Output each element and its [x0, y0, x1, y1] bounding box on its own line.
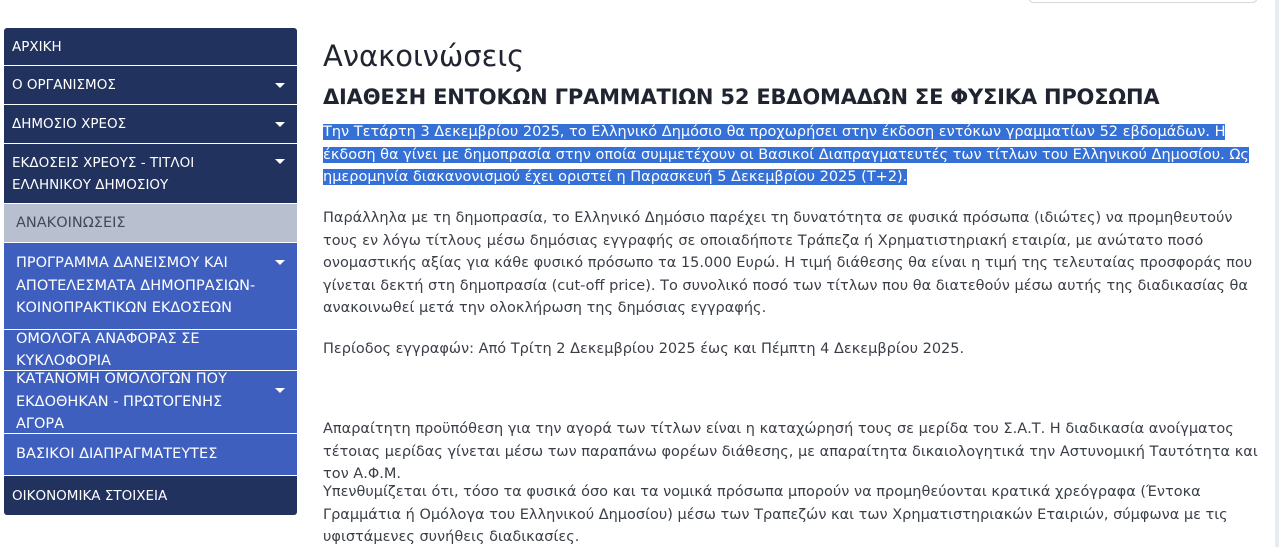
announcement-paragraph: Υπενθυμίζεται ότι, τόσο τα φυσικά όσο και τα νομικά πρόσωπα μπορούν να προμηθεύονται κρατικά χρεόγραφα (Έντοκα Γραμμάτια ή Ομόλογα του Ελληνικού Δημοσίου) μέσω των Τραπεζών και των Χρηματιστηριακών Εταιριών, σύμφωνα με τις υφιστάμενες συνήθεις διαδικασίες. — [323, 484, 1228, 545]
sidebar-menu — [4, 28, 297, 515]
announcement-paragraph: Απαραίτητη προϋπόθεση για την αγορά των τίτλων είναι η καταχώρησή τους σε μερίδα του Σ.Α.Τ. Η διαδικασία ανοίγματος τέτοιας μερίδας γίνεται μέσω των παραπάνω φορέων διάθεσης, με απαραίτητα δικαιολογητικά την Αστυνομική Ταυτότητα και τον Α.Φ.Μ. — [323, 421, 1258, 482]
subscription-period: Περίοδος εγγραφών: Από Τρίτη 2 Δεκεμβρίου 2025 έως και Πέμπτη 4 Δεκεμβρίου 2025. — [323, 341, 965, 357]
sidebar-subitem-bond-allocation[interactable] — [4, 371, 297, 434]
sidebar-item-label: ΔΗΜΟΣΙΟ ΧΡΕΟΣ — [12, 116, 127, 132]
sidebar-item-home[interactable] — [4, 28, 297, 66]
sidebar-subitem-announcements[interactable] — [4, 204, 297, 243]
sidebar-subitem-label: ΑΝΑΚΟΙΝΩΣΕΙΣ — [16, 214, 126, 231]
search-box-edge[interactable] — [1028, 0, 1258, 3]
page-title: Ανακοινώσεις — [323, 39, 525, 73]
sidebar-subitem-benchmark-bonds[interactable] — [4, 330, 297, 371]
sidebar-item-debt-issues[interactable] — [4, 144, 297, 204]
sidebar-item-label: ΟΙΚΟΝΟΜΙΚΑ ΣΤΟΙΧΕΙΑ — [12, 487, 168, 504]
sidebar-subitem-label: ΒΑΣΙΚΟΙ ΔΙΑΠΡΑΓΜΑΤΕΥΤΕΣ — [16, 446, 218, 463]
sidebar-subitem-borrowing-program[interactable] — [4, 243, 297, 330]
caret-down-icon[interactable] — [275, 83, 285, 88]
scrollbar-track[interactable] — [1275, 0, 1279, 547]
caret-down-icon[interactable] — [275, 159, 285, 164]
caret-down-icon[interactable] — [275, 388, 285, 393]
selected-text: Την Τετάρτη 3 Δεκεμβρίου 2025, το Ελληνικό Δημόσιο θα προχωρήσει στην έκδοση εντόκων γραμματίων 52 εβδομάδων. Η έκδοση θα γίνει με δημοπρασία στην οποία συμμετέχουν οι Βασικοί Διαπραγματευτές των τίτλων του Ελληνικού Δημοσίου. Ως ημερομηνία διακανονισμού έχει οριστεί η Παρασκευή 5 Δεκεμβρίου 2025 (T+2). — [323, 124, 1249, 185]
caret-down-icon[interactable] — [275, 260, 285, 265]
sidebar-subitem-label: ΚΑΤΑΝΟΜΗ ΟΜΟΛΟΓΩΝ ΠΟΥ ΕΚΔΟΘΗΚΑΝ - ΠΡΩΤΟΓΕΝΗΣ ΑΓΟΡΑ — [16, 371, 227, 433]
sidebar-item-financial-data[interactable] — [4, 476, 297, 515]
announcement-paragraph — [323, 121, 1258, 189]
caret-down-icon[interactable] — [275, 122, 285, 127]
sidebar-item-organization[interactable] — [4, 66, 297, 105]
article-title: ΔΙΑΘΕΣΗ ΕΝΤΟΚΩΝ ΓΡΑΜΜΑΤΙΩΝ 52 ΕΒΔΟΜΑΔΩΝ ΣΕ ΦΥΣΙΚΑ ΠΡΟΣΩΠΑ — [323, 85, 1160, 109]
sidebar-subitem-primary-dealers[interactable] — [4, 434, 297, 476]
sidebar-item-label: ΕΚΔΟΣΕΙΣ ΧΡΕΟΥΣ - ΤΙΤΛΟΙ ΕΛΛΗΝΙΚΟΥ ΔΗΜΟΣΙΟΥ — [12, 154, 195, 193]
sidebar-item-label: Ο ΟΡΓΑΝΙΣΜΟΣ — [12, 77, 116, 93]
sidebar-subitem-label: ΠΡΟΓΡΑΜΜΑ ΔΑΝΕΙΣΜΟΥ ΚΑΙ ΑΠΟΤΕΛΕΣΜΑΤΑ ΔΗΜΟΠΡΑΣΙΩΝ-ΚΟΙΝΟΠΡΑΚΤΙΚΩΝ ΕΚΔΟΣΕΩΝ — [16, 255, 256, 317]
sidebar-item-public-debt[interactable] — [4, 105, 297, 144]
announcement-paragraph: Παράλληλα με τη δημοπρασία, το Ελληνικό Δημόσιο παρέχει τη δυνατότητα σε φυσικά πρόσωπα (ιδιώτες) να προμηθευτούν τους εν λόγω τίτλους μέσω δημόσιας εγγραφής σε οποιαδήποτε Τράπεζα ή Χρηματιστηριακή εταιρία, με ανώτατο ποσό ονομαστικής αξίας για κάθε φυσικό πρόσωπο τα 15.000 Ευρώ. Η τιμή διάθεσης θα είναι η τιμή της τελευταίας προσφοράς που γίνεται δεκτή στη δημοπρασία (cut-off price). Το συνολικό ποσό των τίτλων που θα διατεθούν μέσω αυτής της διαδικασίας θα ανακοινωθεί μετά την ολοκλήρωση της δημόσιας εγγραφής. — [323, 210, 1253, 316]
sidebar-subitem-label: ΟΜΟΛΟΓΑ ΑΝΑΦΟΡΑΣ ΣΕ ΚΥΚΛΟΦΟΡΙΑ — [16, 330, 200, 369]
sidebar-item-label: ΑΡΧΙΚΗ — [12, 38, 62, 55]
